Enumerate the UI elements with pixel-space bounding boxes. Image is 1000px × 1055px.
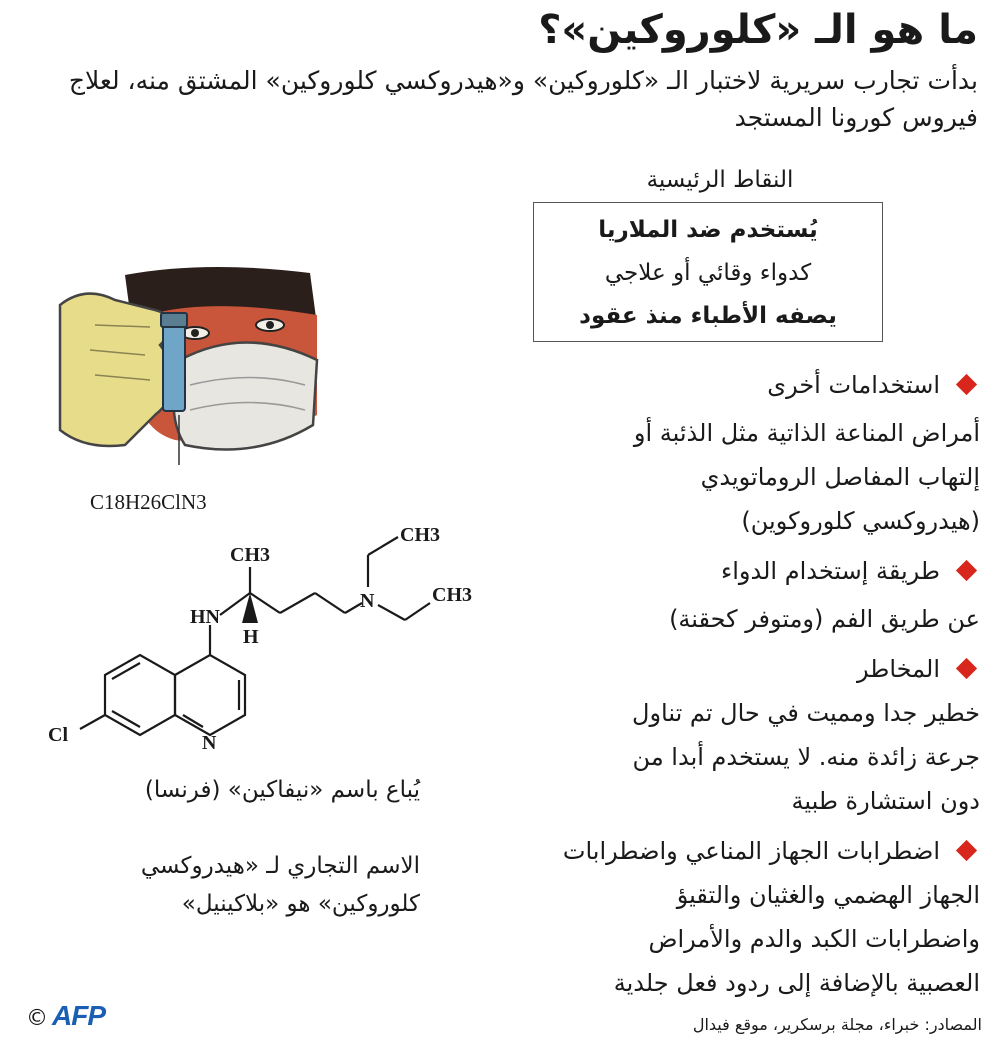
key-point-3: يصفه الأطباء منذ عقود <box>579 303 837 329</box>
trade-name-line-1: الاسم التجاري لـ «هيدروكسي <box>140 853 420 879</box>
other-uses-section <box>510 364 980 543</box>
copyright-symbol: © <box>26 1006 48 1031</box>
risks-line-3: دون استشارة طبية <box>791 787 980 815</box>
other-uses-line-3: (هيدروكسي كلوروكوين) <box>741 507 980 535</box>
side-effects-row <box>510 830 980 873</box>
source-credits: المصادر: خبراء، مجلة برسكرير، موقع فيدال <box>692 1015 982 1034</box>
key-point-2: كدواء وقائي أو علاجي <box>604 260 812 286</box>
diamond-bullet-icon <box>956 560 977 581</box>
side-effects-line-4: العصبية بالإضافة إلى ردود فعل جلدية <box>613 969 980 997</box>
ch3-a-label: CH3 <box>400 524 440 546</box>
cl-label: Cl <box>48 724 68 746</box>
side-effects-line-3: واضطرابات الكبد والدم والأمراض <box>648 925 980 953</box>
diamond-bullet-icon <box>956 374 977 395</box>
side-effects-section <box>510 830 980 1005</box>
usage-section <box>510 550 980 641</box>
sold-as-text: يُباع باسم «نيفاكين» (فرنسا) <box>144 777 420 803</box>
other-uses-line-2: إلتهاب المفاصل الروماتويدي <box>700 463 980 491</box>
key-point-1: يُستخدم ضد الملاريا <box>598 217 818 243</box>
other-uses-heading-row <box>510 364 980 407</box>
usage-heading: طريقة إستخدام الدواء <box>720 557 940 585</box>
chloroquine-structure-diagram <box>20 515 500 765</box>
h-label: H <box>243 626 259 648</box>
vial-icon <box>163 323 185 411</box>
side-effects-line-2: الجهاز الهضمي والغثيان والتقيؤ <box>676 881 980 909</box>
other-uses-heading: استخدامات أخرى <box>767 371 940 399</box>
face-mask-shape <box>174 343 317 450</box>
subtitle: بدأت تجارب سريرية لاختبار الـ «كلوروكين» و«هيدروكسي كلوروكين» المشتق منه، لعلاج فيروس كورونا المستجد <box>68 66 978 132</box>
ch3-top-label: CH3 <box>230 544 270 566</box>
key-points-box <box>533 202 883 342</box>
chemical-formula: C18H26ClN3 <box>90 490 207 514</box>
side-effects-line-1: اضطرابات الجهاز المناعي واضطرابات <box>562 837 940 865</box>
trade-name-text <box>80 847 420 923</box>
page-title: ما هو الـ «كلوروكين»؟ <box>538 7 978 53</box>
hn-label: HN <box>190 606 220 628</box>
afp-logo: AFP <box>52 1000 105 1031</box>
n-amine-label: N <box>360 590 375 612</box>
usage-line-1: عن طريق الفم (ومتوفر كحقنة) <box>669 605 980 633</box>
risks-line-2: جرعة زائدة منه. لا يستخدم أبدا من <box>632 743 980 771</box>
diamond-bullet-icon <box>956 658 977 679</box>
trade-name-line-2: كلوروكين» هو «بلاكينيل» <box>181 891 420 917</box>
risks-heading: المخاطر <box>856 655 940 683</box>
key-points-heading: النقاط الرئيسية <box>646 167 794 193</box>
risks-heading-row <box>510 648 980 691</box>
other-uses-line-1: أمراض المناعة الذاتية مثل الذئبة أو <box>633 419 980 447</box>
risks-section <box>510 648 980 823</box>
masked-person-illustration <box>55 265 325 465</box>
risks-line-1: خطير جدا ومميت في حال تم تناول <box>632 699 980 727</box>
ch3-b-label: CH3 <box>432 584 472 606</box>
diamond-bullet-icon <box>956 840 977 861</box>
n-ring-label: N <box>202 732 217 754</box>
usage-heading-row <box>510 550 980 593</box>
